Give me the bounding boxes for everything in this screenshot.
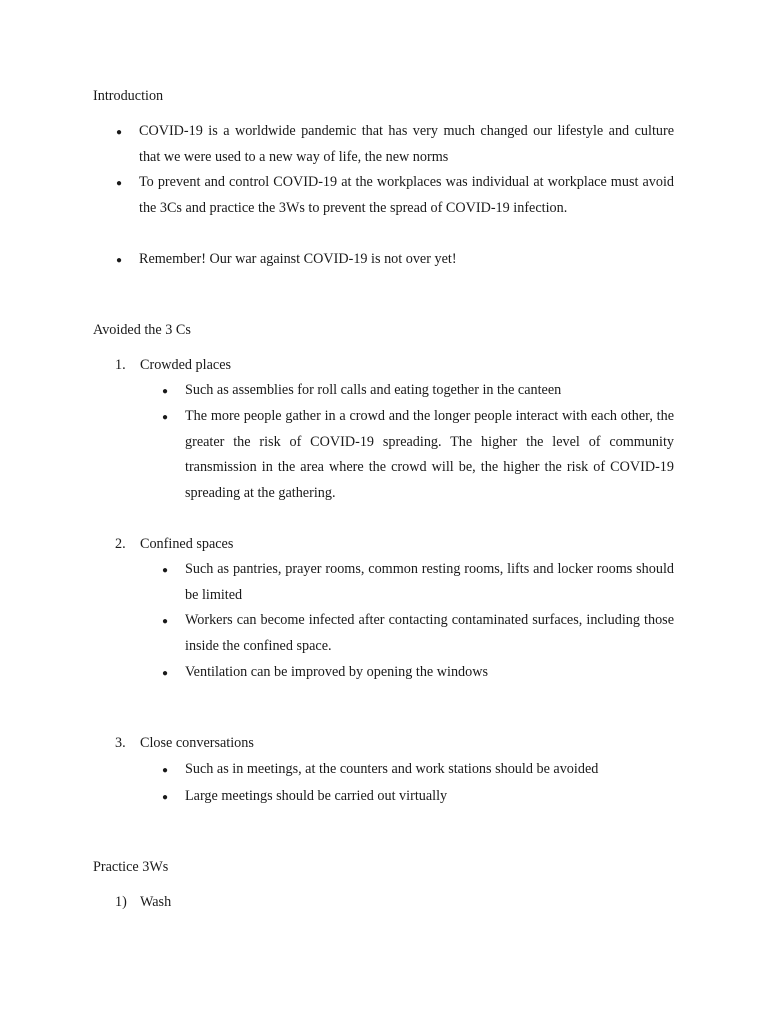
list-number: 3. — [115, 735, 126, 751]
bullet-icon: ● — [162, 386, 169, 397]
bullet-icon: ● — [162, 412, 169, 423]
bullet-icon: ● — [116, 255, 123, 266]
bullet-icon: ● — [162, 616, 169, 627]
bullet-icon: ● — [116, 127, 123, 138]
intro-bullet-2: To prevent and control COVID-19 at the workplaces was individual at workplace must avoid the 3Cs and practice the 3Ws to prevent the spread of COVID-19 infection. — [139, 174, 674, 216]
list-number: 1. — [115, 357, 126, 373]
intro-bullet-3: Remember! Our war against COVID-19 is not over yet! — [139, 251, 457, 267]
confined-bullet-3: Ventilation can be improved by opening the windows — [185, 664, 489, 680]
intro-bullet-1: COVID-19 is a worldwide pandemic that has very much changed our lifestyle and culture that we were used to a new way of life, the new norms — [139, 123, 674, 165]
introduction-heading: Introduction — [93, 88, 164, 104]
crowded-bullet-2: The more people gather in a crowd and the longer people interact with each other, the greater the risk of COVID-19 spreading. The higher the level of community transmission in the area where the crowd will be, the higher the risk of COVID-19 spreading at the gathering. — [185, 408, 674, 501]
confined-bullet-1: Such as pantries, prayer rooms, common resting rooms, lifts and locker rooms should be limited — [185, 561, 674, 603]
bullet-icon: ● — [162, 565, 169, 576]
confined-bullet-2: Workers can become infected after contacting contaminated surfaces, including those inside the confined space. — [185, 612, 674, 654]
confined-spaces-title: Confined spaces — [140, 536, 234, 552]
three-ws-heading: Practice 3Ws — [93, 859, 169, 875]
crowded-bullet-1: Such as assemblies for roll calls and eating together in the canteen — [185, 382, 562, 398]
wash-title: Wash — [140, 894, 172, 910]
bullet-icon: ● — [116, 178, 123, 189]
close-conversations-title: Close conversations — [140, 735, 254, 751]
bullet-icon: ● — [162, 668, 169, 679]
list-number: 2. — [115, 536, 126, 552]
bullet-icon: ● — [162, 765, 169, 776]
conversations-bullet-1: Such as in meetings, at the counters and work stations should be avoided — [185, 761, 599, 777]
bullet-icon: ● — [162, 792, 169, 803]
conversations-bullet-2: Large meetings should be carried out virtually — [185, 788, 448, 804]
crowded-places-title: Crowded places — [140, 357, 232, 373]
list-number: 1) — [115, 894, 127, 910]
three-cs-heading: Avoided the 3 Cs — [93, 322, 191, 338]
